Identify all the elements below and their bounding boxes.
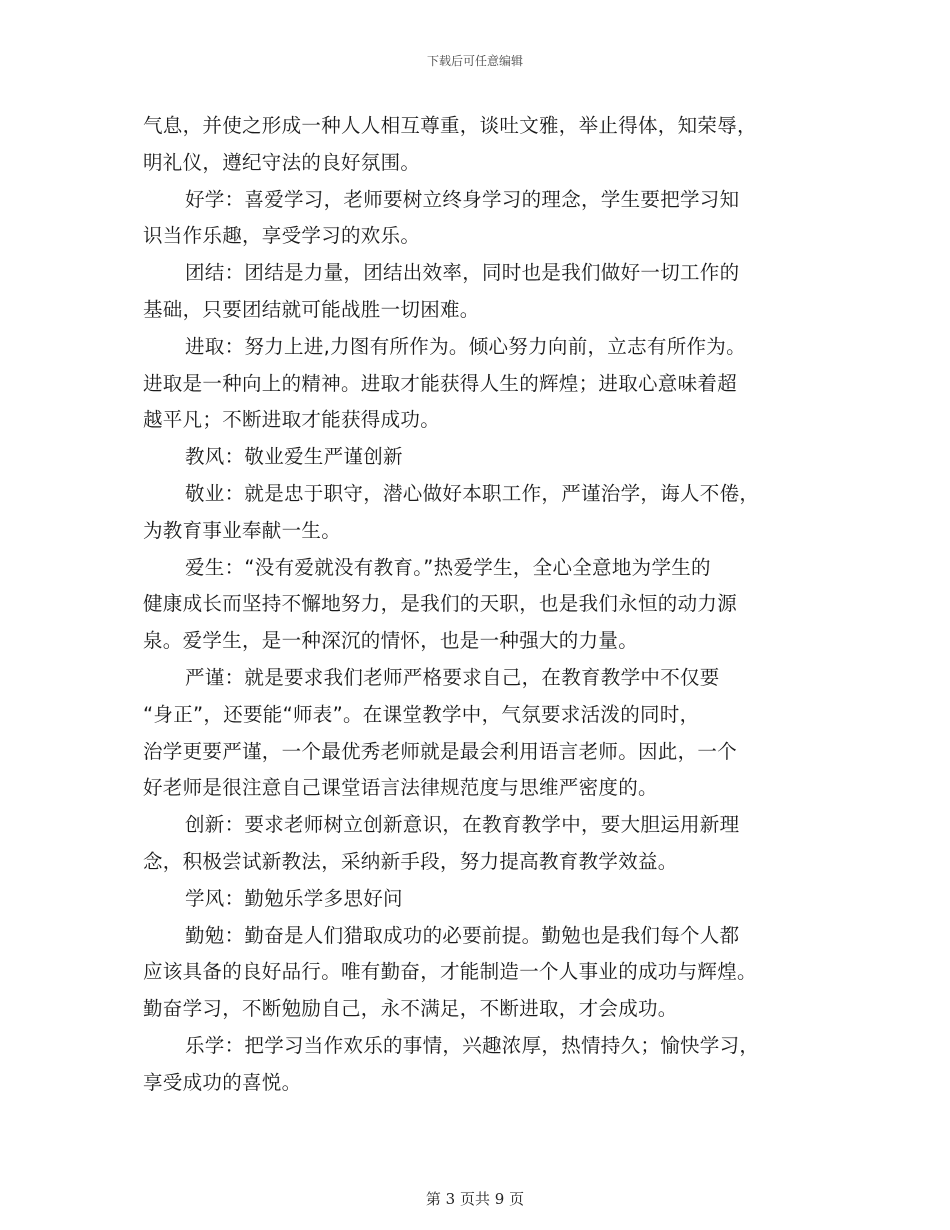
paragraph-first-line: 团结：团结是力量，团结出效率，同时也是我们做好一切工作的 <box>185 261 740 285</box>
paragraph-first-line: 气息，并使之形成一种人人相互尊重，谈吐文雅，举止得体，知荣辱， <box>143 114 757 137</box>
paragraph-line: 为教育事业奉献一生。 <box>143 518 342 542</box>
paragraph-first-line: 爱生：“没有爱就没有教育。”热爱学生，全心全意地为学生的 <box>185 555 711 579</box>
paragraph-line: 念，积极尝试新教法，采纳新手段，努力提高教育教学效益。 <box>143 849 678 873</box>
paragraph-first-line: 敬业：就是忠于职守，潜心做好本职工作，严谨治学，诲人不倦， <box>185 481 760 505</box>
paragraph-first-line: 学风：勤勉乐学多思好问 <box>185 886 403 910</box>
paragraph-line: 明礼仪，遵纪守法的良好氛围。 <box>143 150 421 174</box>
paragraph-line: 勤奋学习，不断勉励自己，永不满足，不断进取，才会成功。 <box>143 997 678 1021</box>
paragraph-line: 享受成功的喜悦。 <box>143 1070 302 1094</box>
paragraph-line: 越平凡；不断进取才能获得成功。 <box>143 408 441 432</box>
paragraph-line: 治学更要严谨，一个最优秀老师就是最会利用语言老师。因此，一个 <box>143 739 738 763</box>
paragraph-line: 健康成长而坚持不懈地努力，是我们的天职，也是我们永恒的动力源 <box>143 592 738 616</box>
paragraph-line: 进取是一种向上的精神。进取才能获得人生的辉煌；进取心意味着超 <box>143 371 738 395</box>
page-number-footer: 第 3 页共 9 页 <box>425 1190 525 1208</box>
paragraph-first-line: 勤勉：勤奋是人们猎取成功的必要前提。勤勉也是我们每个人都 <box>185 923 740 947</box>
paragraph-line: 应该具备的良好品行。唯有勤奋，才能制造一个人事业的成功与辉煌。 <box>143 960 757 984</box>
document-body <box>143 108 815 1102</box>
paragraph-line: 识当作乐趣，享受学习的欢乐。 <box>143 224 421 248</box>
paragraph-line: 好老师是很注意自己课堂语言法律规范度与思维严密度的。 <box>143 776 658 800</box>
paragraph-line: 基础，只要团结就可能战胜一切困难。 <box>143 297 480 321</box>
paragraph-first-line: 好学：喜爱学习，老师要树立终身学习的理念，学生要把学习知 <box>185 187 740 211</box>
paragraph-first-line: 创新：要求老师树立创新意识，在教育教学中，要大胆运用新理 <box>185 813 740 837</box>
paragraph-first-line: 进取：努力上进,力图有所作为。倾心努力向前，立志有所作为。 <box>185 334 746 358</box>
paragraph-line: “身正”，还要能“师表”。在课堂教学中，气氛要求活泼的同时， <box>143 702 700 726</box>
paragraph-first-line: 严谨：就是要求我们老师严格要求自己，在教育教学中不仅要 <box>185 665 720 689</box>
paragraph-first-line: 教风：敬业爱生严谨创新 <box>185 445 403 469</box>
paragraph-line: 泉。爱学生，是一种深沉的情怀，也是一种强大的力量。 <box>143 629 639 653</box>
paragraph-first-line: 乐学：把学习当作欢乐的事情，兴趣浓厚，热情持久；愉快学习， <box>185 1033 760 1057</box>
page-header: 下载后可任意编辑 <box>426 54 523 68</box>
